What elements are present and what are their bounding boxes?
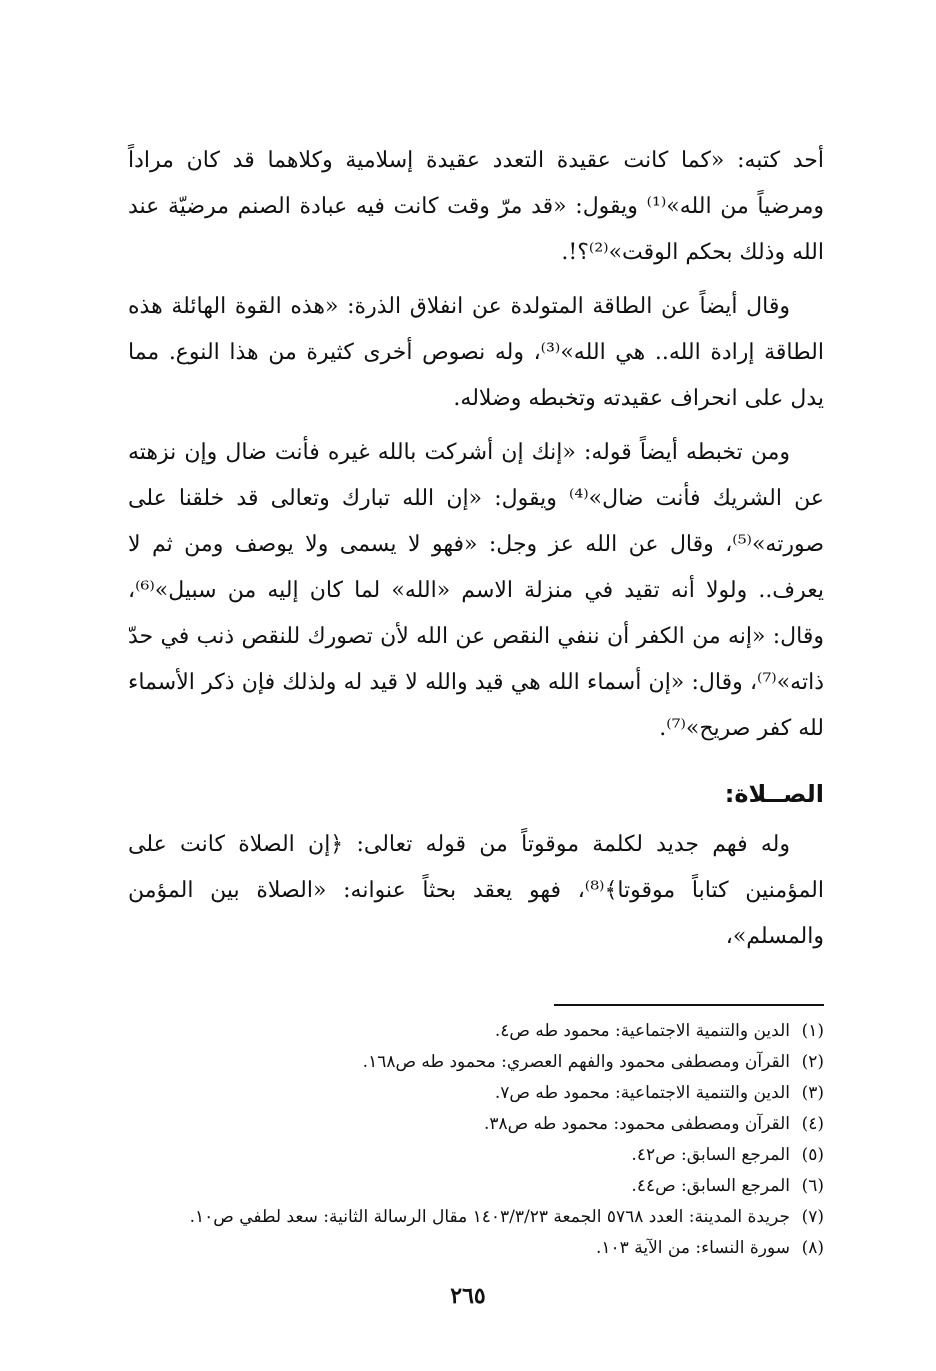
section-paragraph [128,822,824,960]
footnote-text: سورة النساء: من الآية ١٠٣. [596,1238,790,1258]
footnote-item [128,1016,824,1047]
footnote-number: (٢) [801,1052,824,1072]
footnote-item [128,1109,824,1140]
footnote-item [128,1171,824,1202]
footnote-separator [554,1004,824,1006]
section-paragraph-text: وله فهم جديد لكلمة موقوتاً من قوله تعالى: ﴿إن الصلاة كانت على المؤمنين كتاباً موقوتا﴾⁽⁸⁾، فهو يعقد بحثاً عنوانه: «الصلاة بين المؤمن والمسلم»، [128,832,824,949]
footnote-item [128,1202,824,1233]
paragraph-1 [128,138,824,276]
footnote-number: (١) [801,1021,824,1041]
footnote-item [128,1078,824,1109]
section-heading: الصــلاة: [724,780,824,808]
footnote-number: (٧) [801,1207,824,1227]
footnote-text: القرآن ومصطفى محمود: محمود طه ص٣٨. [484,1114,790,1134]
footnote-number: (٦) [801,1176,824,1196]
footnote-text: الدين والتنمية الاجتماعية: محمود طه ص٤. [494,1021,790,1041]
paragraph-2 [128,284,824,422]
footnote-number: (٨) [801,1238,824,1258]
footnote-item [128,1140,824,1171]
footnotes-list [128,1016,824,1264]
footnote-item [128,1233,824,1264]
footnote-text: القرآن ومصطفى محمود والفهم العصري: محمود طه ص١٦٨. [362,1052,790,1072]
page-content [128,138,824,1264]
paragraph-3-text: ومن تخبطه أيضاً قوله: «إنك إن أشركت بالله غيره فأنت ضال وإن نزهته عن الشريك فأنت ضال»⁽⁴⁾ ويقول: «إن الله تبارك وتعالى قد خلقنا على صورته»⁽⁵⁾، وقال عن الله عز وجل: «فهو لا يسمى ولا يوصف ومن ثم لا يعرف.. ولولا أنه تقيد في منزلة الاسم «الله» لما كان إليه من سبيل»⁽⁶⁾، وقال: «إنه من الكفر أن ننفي النقص عن الله لأن تصورك للنقص ذنب في حدّ ذاته»⁽⁷⁾، وقال: «إن أسماء الله هي قيد والله لا قيد له ولذلك فإن ذكر الأسماء لله كفر صريح»⁽⁷⁾. [128,440,824,741]
paragraph-2-text: وقال أيضاً عن الطاقة المتولدة عن انفلاق الذرة: «هذه القوة الهائلة هذه الطاقة إرادة الله.. هي الله»⁽³⁾، وله نصوص أخرى كثيرة من هذا النوع. مما يدل على انحراف عقيدته وتخبطه وضلاله. [128,294,824,411]
footnote-text: المرجع السابق: ص٤٢. [631,1145,790,1165]
footnote-number: (٥) [801,1145,824,1165]
footnote-number: (٣) [801,1083,824,1103]
page-number: ٢٦٥ [450,1283,486,1309]
footnote-text: المرجع السابق: ص٤٤. [631,1176,790,1196]
footnote-number: (٤) [801,1114,824,1134]
paragraph-3 [128,430,824,752]
paragraph-1-text: أحد كتبه: «كما كانت عقيدة التعدد عقيدة إسلامية وكلاهما قد كان مراداً ومرضياً من الله»⁽¹⁾ ويقول: «قد مرّ وقت كانت فيه عبادة الصنم مرضيّة عند الله وذلك بحكم الوقت»⁽²⁾؟!. [128,148,825,265]
footnote-item [128,1047,824,1078]
footnote-text: الدين والتنمية الاجتماعية: محمود طه ص٧. [494,1083,790,1103]
footnote-text: جريدة المدينة: العدد ٥٧٦٨ الجمعة ١٤٠٣/٣/٢٣ مقال الرسالة الثانية: سعد لطفي ص١٠. [189,1207,790,1227]
